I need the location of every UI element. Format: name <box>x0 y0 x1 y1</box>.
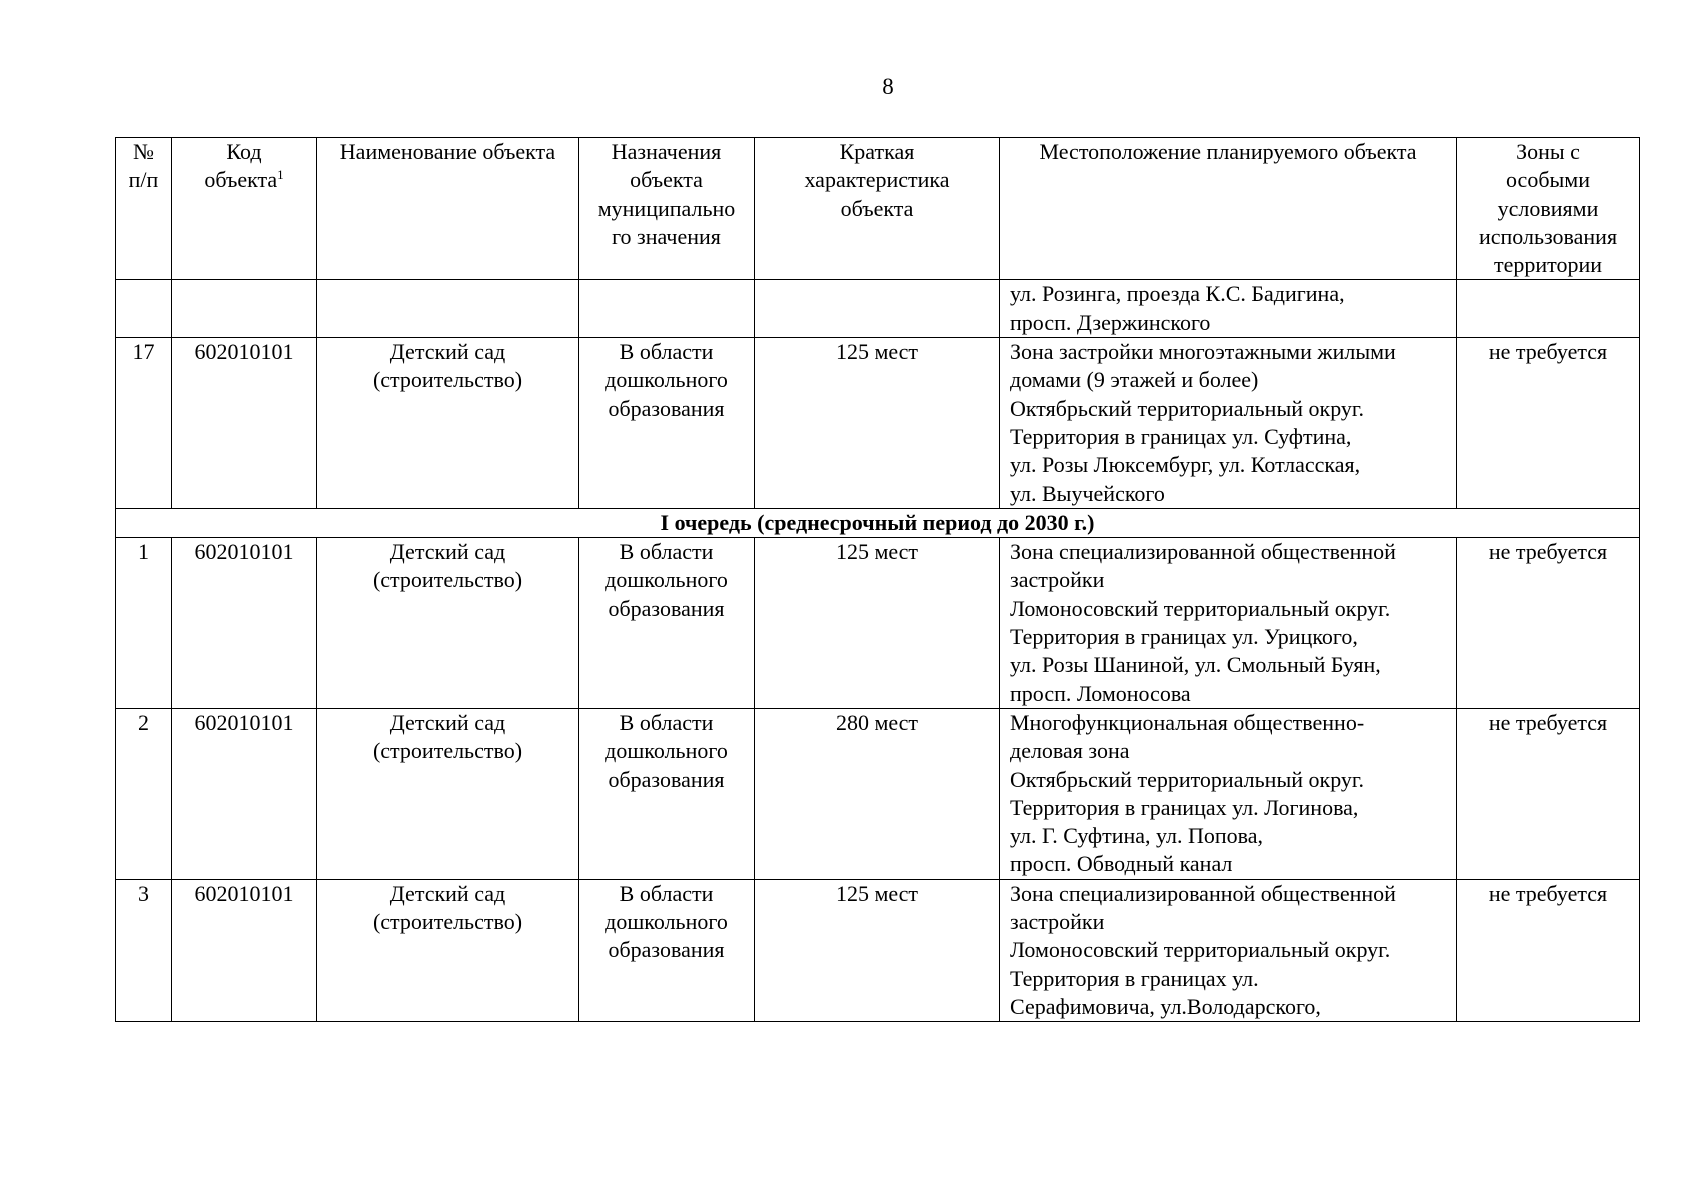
cell-characteristic <box>755 280 1000 338</box>
header-characteristic: Краткая характеристика объекта <box>755 138 1000 280</box>
header-code <box>172 138 317 280</box>
cell-purpose: В области дошкольного образования <box>579 879 755 1021</box>
cell-purpose <box>579 280 755 338</box>
cell-characteristic: 280 мест <box>755 708 1000 879</box>
cell-num: 2 <box>116 708 172 879</box>
cell-purpose: В области дошкольного образования <box>579 708 755 879</box>
cell-code: 602010101 <box>172 708 317 879</box>
header-purpose: Назначения объекта муниципально го значения <box>579 138 755 280</box>
cell-name <box>317 280 579 338</box>
cell-zones <box>1457 280 1640 338</box>
page-number: 8 <box>882 74 894 99</box>
footnote-marker: 1 <box>277 167 284 183</box>
cell-characteristic: 125 мест <box>755 879 1000 1021</box>
table-row <box>116 879 1640 1021</box>
cell-purpose: В области дошкольного образования <box>579 538 755 709</box>
header-name: Наименование объекта <box>317 138 579 280</box>
header-code-label: Код объекта <box>204 139 278 193</box>
cell-zones: не требуется <box>1457 879 1640 1021</box>
section-row <box>116 508 1640 537</box>
cell-num: 3 <box>116 879 172 1021</box>
cell-location: Зона застройки многоэтажными жилыми домами (9 этажей и более) Октябрьский территориальный округ. Территория в границах ул. Суфтина, ул. Розы Люксембург, ул. Котласская, ул. Выучейского <box>1000 338 1457 509</box>
cell-name: Детский сад (строительство) <box>317 879 579 1021</box>
cell-zones: не требуется <box>1457 708 1640 879</box>
objects-table <box>115 137 1640 1022</box>
cell-name: Детский сад (строительство) <box>317 538 579 709</box>
cell-zones: не требуется <box>1457 338 1640 509</box>
header-num: № п/п <box>116 138 172 280</box>
cell-num: 17 <box>116 338 172 509</box>
table-row <box>116 708 1640 879</box>
cell-location: Зона специализированной общественной застройки Ломоносовский территориальный округ. Территория в границах ул. Серафимовича, ул.Володарского, <box>1000 879 1457 1021</box>
header-zones: Зоны с особыми условиями использования территории <box>1457 138 1640 280</box>
cell-characteristic: 125 мест <box>755 338 1000 509</box>
cell-code <box>172 280 317 338</box>
table-row <box>116 538 1640 709</box>
table-row-continuation <box>116 280 1640 338</box>
cell-characteristic: 125 мест <box>755 538 1000 709</box>
cell-code: 602010101 <box>172 338 317 509</box>
cell-location: Зона специализированной общественной застройки Ломоносовский территориальный округ. Территория в границах ул. Урицкого, ул. Розы Шаниной, ул. Смольный Буян, просп. Ломоносова <box>1000 538 1457 709</box>
cell-code: 602010101 <box>172 538 317 709</box>
section-title: I очередь (среднесрочный период до 2030 г.) <box>116 508 1640 537</box>
cell-zones: не требуется <box>1457 538 1640 709</box>
cell-purpose: В области дошкольного образования <box>579 338 755 509</box>
header-location: Местоположение планируемого объекта <box>1000 138 1457 280</box>
cell-num <box>116 280 172 338</box>
cell-code: 602010101 <box>172 879 317 1021</box>
cell-name: Детский сад (строительство) <box>317 338 579 509</box>
table-row-17 <box>116 338 1640 509</box>
cell-location: Многофункциональная общественно- деловая зона Октябрьский территориальный округ. Территория в границах ул. Логинова, ул. Г. Суфтина, ул. Попова, просп. Обводный канал <box>1000 708 1457 879</box>
header-row <box>116 138 1640 280</box>
cell-name: Детский сад (строительство) <box>317 708 579 879</box>
cell-location: ул. Розинга, проезда К.С. Бадигина, просп. Дзержинского <box>1000 280 1457 338</box>
cell-num: 1 <box>116 538 172 709</box>
